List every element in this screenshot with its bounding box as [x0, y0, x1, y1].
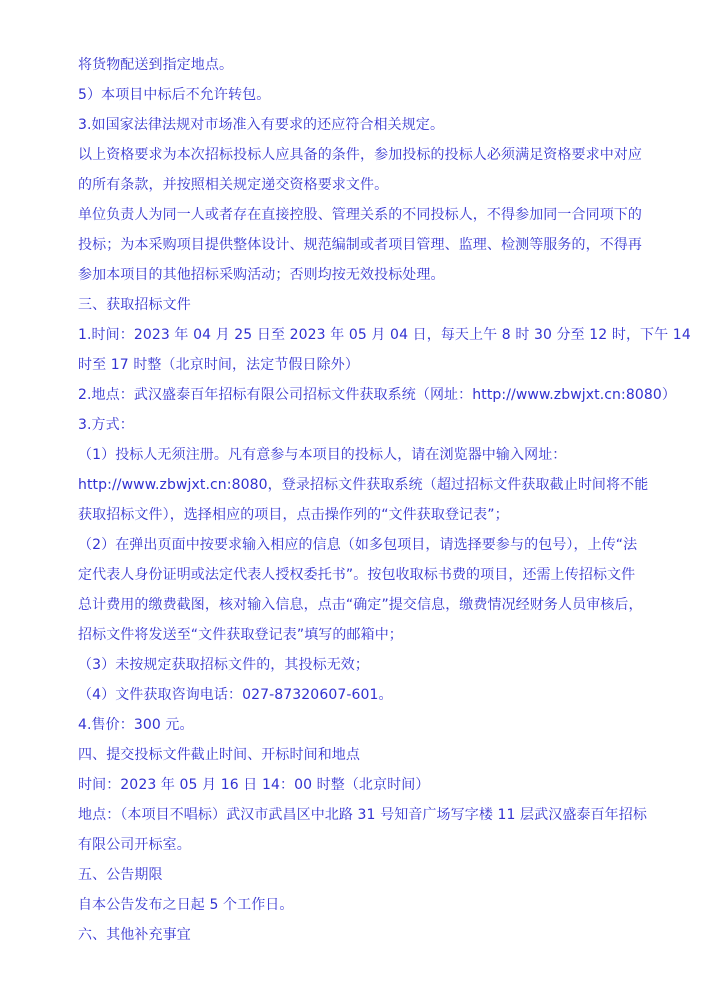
- text-line: 3.如国家法律法规对市场准入有要求的还应符合相关规定。: [78, 117, 445, 133]
- text-line: （2）在弹出页面中按要求输入相应的信息（如多包项目，请选择要参与的包号），上传“法: [78, 537, 638, 553]
- text-line: 投标；为本采购项目提供整体设计、规范编制或者项目管理、监理、检测等服务的，不得再: [78, 237, 642, 253]
- text-line: 3.方式：: [78, 417, 134, 433]
- section-heading: 五、公告期限: [78, 867, 163, 883]
- text-line: 定代表人身份证明或法定代表人授权委托书”。按包收取标书费的项目，还需上传招标文件: [78, 567, 636, 583]
- text-line: 总计费用的缴费截图，核对输入信息，点击“确定”提交信息，缴费情况经财务人员审核后，: [78, 597, 643, 613]
- text-line: 单位负责人为同一人或者存在直接控股、管理关系的不同投标人，不得参加同一合同项下的: [78, 207, 642, 223]
- section-heading: 六、其他补充事宜: [78, 927, 191, 943]
- text-line: 的所有条款，并按照相关规定递交资格要求文件。: [78, 177, 389, 193]
- text-line: （1）投标人无须注册。凡有意参与本项目的投标人，请在浏览器中输入网址：: [78, 447, 567, 463]
- text-line: 以上资格要求为本次招标投标人应具备的条件，参加投标的投标人必须满足资格要求中对应: [78, 147, 642, 163]
- text-line: 将货物配送到指定地点。: [78, 57, 234, 73]
- section-heading: 四、提交投标文件截止时间、开标时间和地点: [78, 747, 360, 763]
- section-heading: 三、获取招标文件: [78, 297, 191, 313]
- text-line: 1.时间：2023 年 04 月 25 日至 2023 年 05 月 04 日，每天上午 8 时 30 分至 12 时，下午 14: [78, 327, 691, 343]
- text-line: （3）未按规定获取招标文件的，其投标无效；: [78, 657, 370, 673]
- text-line: 有限公司开标室。: [78, 837, 191, 853]
- text-line: 地点：（本项目不唱标）武汉市武昌区中北路 31 号知音广场写字楼 11 层武汉盛泰百年招标: [78, 807, 647, 823]
- text-line: 5）本项目中标后不允许转包。: [78, 87, 271, 103]
- text-line: 4.售价：300 元。: [78, 717, 194, 733]
- text-line: 自本公告发布之日起 5 个工作日。: [78, 897, 294, 913]
- text-line: 2.地点：武汉盛泰百年招标有限公司招标文件获取系统（网址：http://www.zbwjxt.cn:8080）: [78, 387, 676, 403]
- text-line: 招标文件将发送至“文件获取登记表”填写的邮箱中；: [78, 627, 403, 643]
- text-line: （4）文件获取咨询电话：027-87320607-601。: [78, 687, 393, 703]
- text-line: 时间：2023 年 05 月 16 日 14：00 时整（北京时间）: [78, 777, 430, 793]
- text-line: 时至 17 时整（北京时间，法定节假日除外）: [78, 357, 359, 373]
- text-line: 获取招标文件），选择相应的项目，点击操作列的“文件获取登记表”；: [78, 507, 509, 523]
- text-line: 参加本项目的其他招标采购活动；否则均按无效投标处理。: [78, 267, 445, 283]
- text-line: http://www.zbwjxt.cn:8080，登录招标文件获取系统（超过招标文件获取截止时间将不能: [78, 477, 649, 493]
